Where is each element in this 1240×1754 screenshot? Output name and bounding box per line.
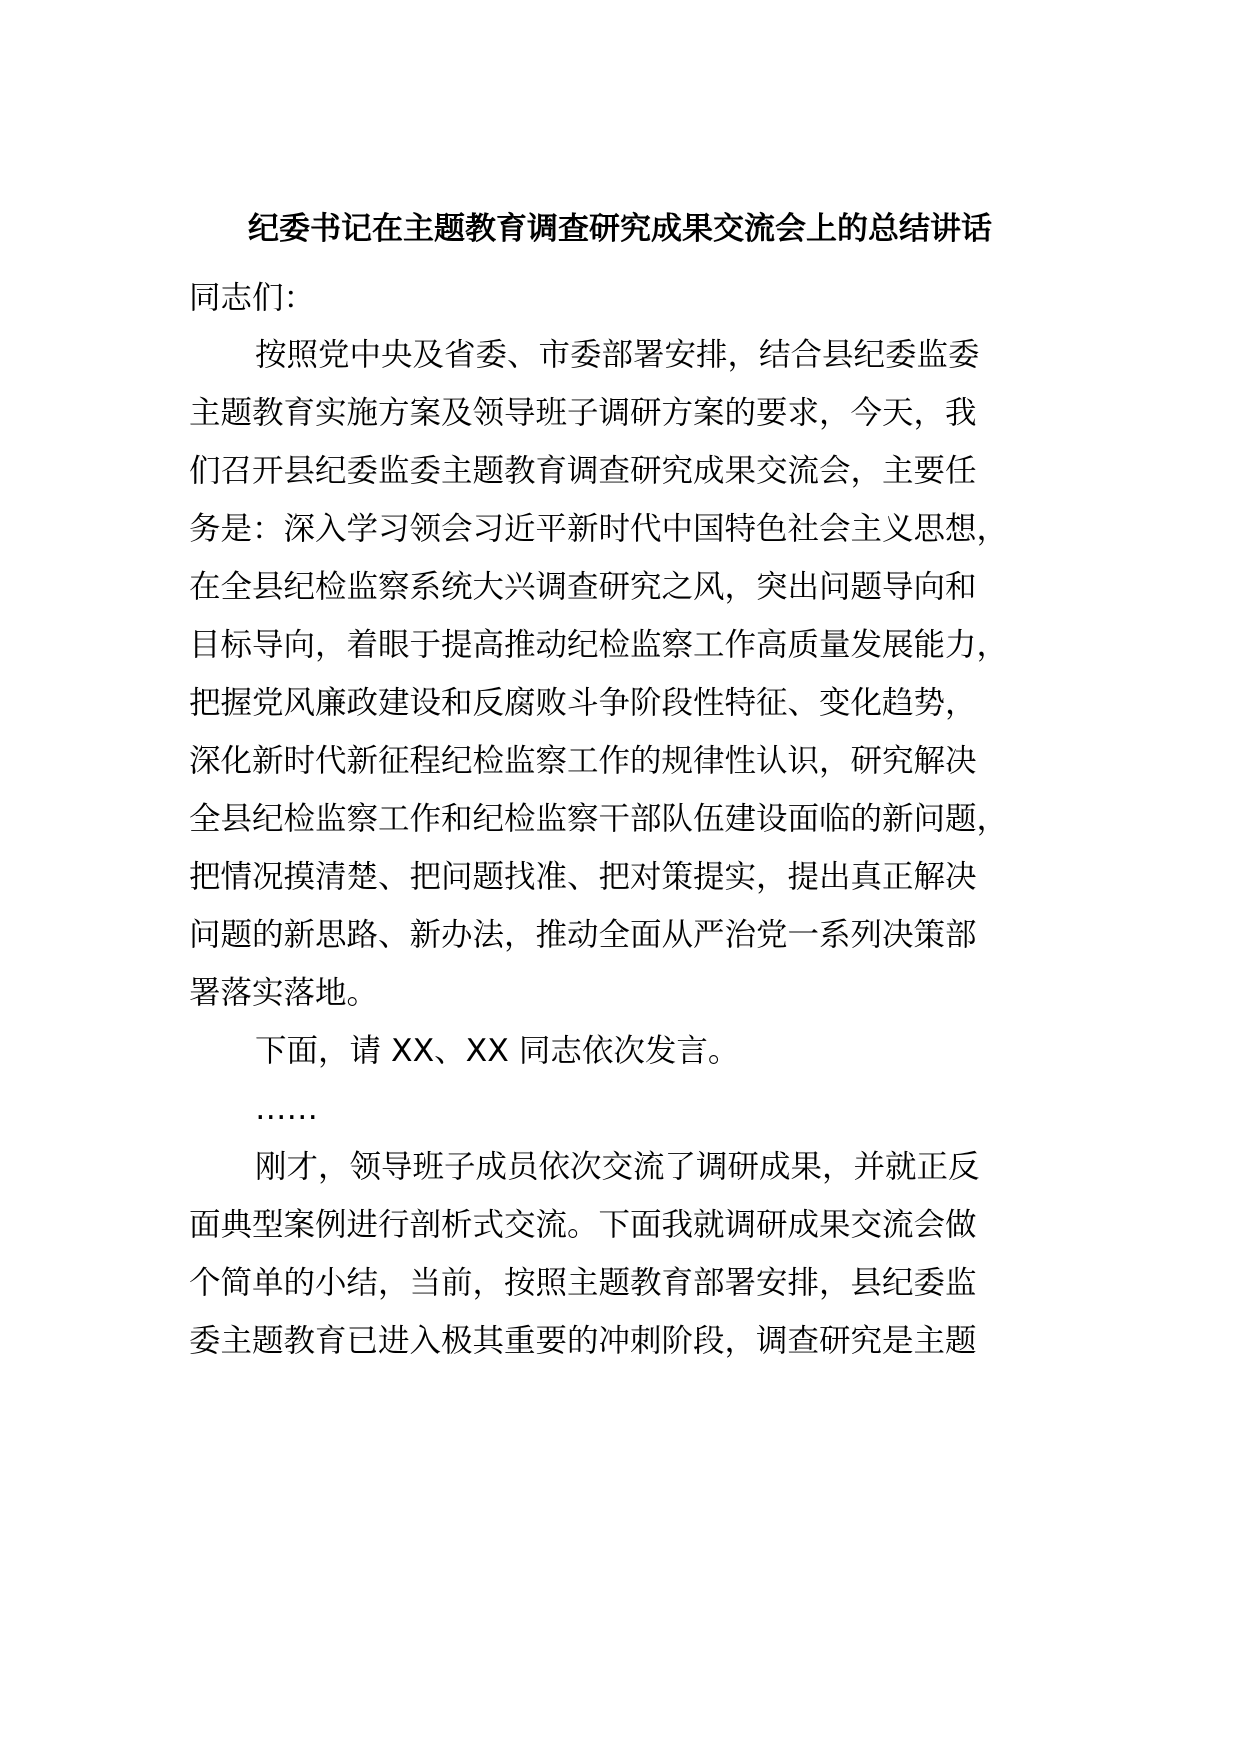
- text-line: 把握党风廉政建设和反腐败斗争阶段性特征、变化趋势，: [189, 685, 977, 721]
- text-line: 下面，请 XX、XX 同志依次发言。: [255, 1033, 740, 1069]
- text-line: 署落实落地。: [189, 975, 379, 1011]
- text-line: 面典型案例进行剖析式交流。下面我就调研成果交流会做: [189, 1207, 977, 1243]
- text-line: 深化新时代新征程纪检监察工作的规律性认识，研究解决: [189, 743, 977, 779]
- text-line: 问题的新思路、新办法，推动全面从严治党一系列决策部: [189, 917, 977, 953]
- text-line: 个简单的小结，当前，按照主题教育部署安排，县纪委监: [189, 1265, 977, 1301]
- ellipsis-line: ……: [255, 1091, 318, 1127]
- text-line: 务是：深入学习领会习近平新时代中国特色社会主义思想，: [189, 511, 1009, 547]
- text-line: 主题教育实施方案及领导班子调研方案的要求，今天，我: [189, 395, 977, 431]
- text-line: 们召开县纪委监委主题教育调查研究成果交流会，主要任: [189, 453, 977, 489]
- text-line: 按照党中央及省委、市委部署安排，结合县纪委监委: [255, 337, 980, 373]
- salutation: 同志们：: [189, 280, 316, 316]
- text-line: 刚才，领导班子成员依次交流了调研成果，并就正反: [255, 1149, 980, 1185]
- text-line: 在全县纪检监察系统大兴调查研究之风，突出问题导向和: [189, 569, 977, 605]
- document-title: 纪委书记在主题教育调查研究成果交流会上的总结讲话: [248, 211, 992, 247]
- text-line: 目标导向，着眼于提高推动纪检监察工作高质量发展能力，: [189, 627, 1009, 663]
- text-line: 把情况摸清楚、把问题找准、把对策提实，提出真正解决: [189, 859, 977, 895]
- text-line: 全县纪检监察工作和纪检监察干部队伍建设面临的新问题，: [189, 801, 1009, 837]
- text-line: 委主题教育已进入极其重要的冲刺阶段，调查研究是主题: [189, 1323, 977, 1359]
